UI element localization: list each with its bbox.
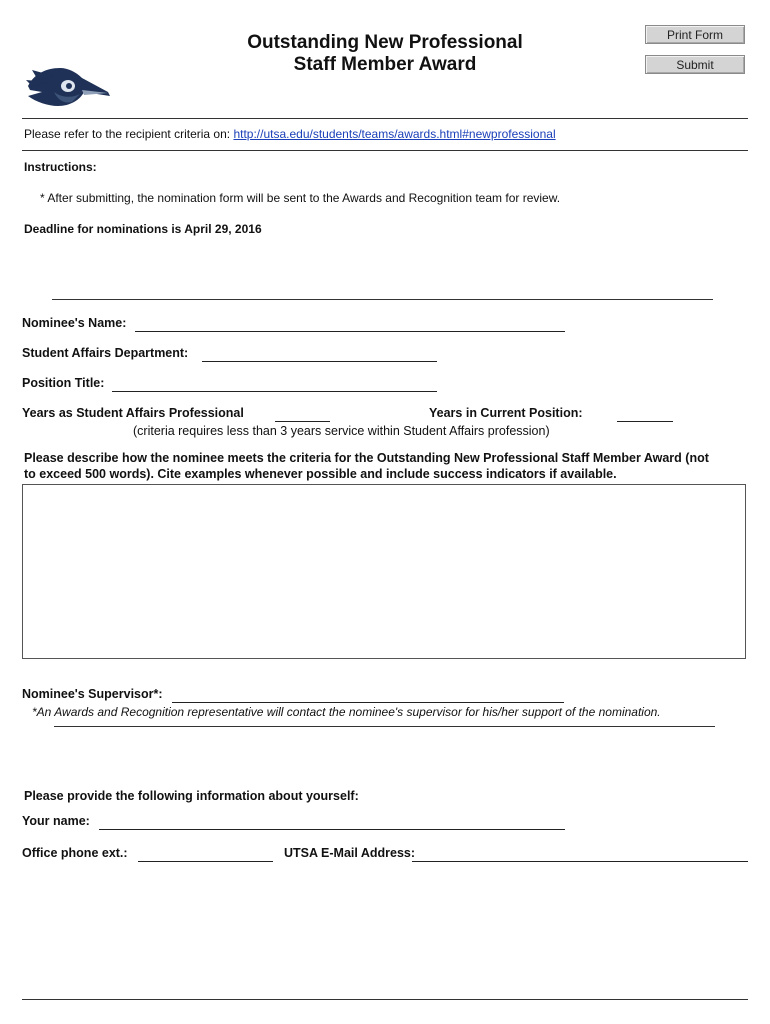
years-sa-label: Years as Student Affairs Professional (22, 406, 244, 420)
supervisor-divider (54, 726, 715, 727)
your-name-input[interactable] (99, 817, 565, 830)
email-input[interactable] (412, 849, 748, 862)
criteria-line (24, 127, 556, 141)
phone-ext-label: Office phone ext.: (22, 846, 128, 860)
nominee-name-input[interactable] (135, 319, 565, 332)
phone-ext-input[interactable] (138, 849, 273, 862)
form-title-line1: Outstanding New Professional (247, 32, 523, 53)
supervisor-input[interactable] (172, 690, 564, 703)
years-current-input[interactable] (617, 409, 673, 422)
years-sa-input[interactable] (275, 409, 330, 422)
describe-prompt-line1: Please describe how the nominee meets the criteria for the Outstanding New Professional Staff Member Award (not (24, 451, 709, 465)
instructions-heading: Instructions: (24, 160, 97, 174)
yourself-heading: Please provide the following information about yourself: (24, 789, 359, 803)
criteria-text: Please refer to the recipient criteria on: (24, 127, 234, 141)
instructions-note: * After submitting, the nomination form will be sent to the Awards and Recognition team for review. (40, 191, 561, 205)
section-divider (52, 299, 713, 300)
criteria-description-textarea[interactable] (22, 484, 746, 659)
department-label: Student Affairs Department: (22, 346, 189, 360)
position-title-input[interactable] (112, 379, 437, 392)
years-criteria-note: (criteria requires less than 3 years service within Student Affairs profession) (133, 424, 550, 438)
nominee-name-label: Nominee's Name: (22, 316, 127, 330)
print-form-button[interactable]: Print Form (645, 25, 745, 44)
email-label: UTSA E-Mail Address: (284, 846, 416, 860)
criteria-divider (22, 150, 748, 151)
department-input[interactable] (202, 349, 437, 362)
submit-button[interactable]: Submit (645, 55, 745, 74)
years-current-label: Years in Current Position: (429, 406, 583, 420)
roadrunner-logo-icon (24, 62, 112, 112)
header-divider (22, 118, 748, 119)
form-title-line2: Staff Member Award (293, 54, 477, 75)
deadline-text: Deadline for nominations is April 29, 2016 (24, 222, 262, 236)
criteria-link[interactable]: http://utsa.edu/students/teams/awards.html#newprofessional (233, 127, 556, 141)
footer-divider (22, 999, 748, 1000)
supervisor-label: Nominee's Supervisor*: (22, 687, 163, 701)
your-name-label: Your name: (22, 814, 90, 828)
describe-prompt-line2: to exceed 500 words). Cite examples whenever possible and include success indicators if available. (24, 467, 617, 481)
supervisor-note: *An Awards and Recognition representative will contact the nominee's supervisor for his/her support of the nomination. (32, 705, 661, 719)
position-title-label: Position Title: (22, 376, 105, 390)
